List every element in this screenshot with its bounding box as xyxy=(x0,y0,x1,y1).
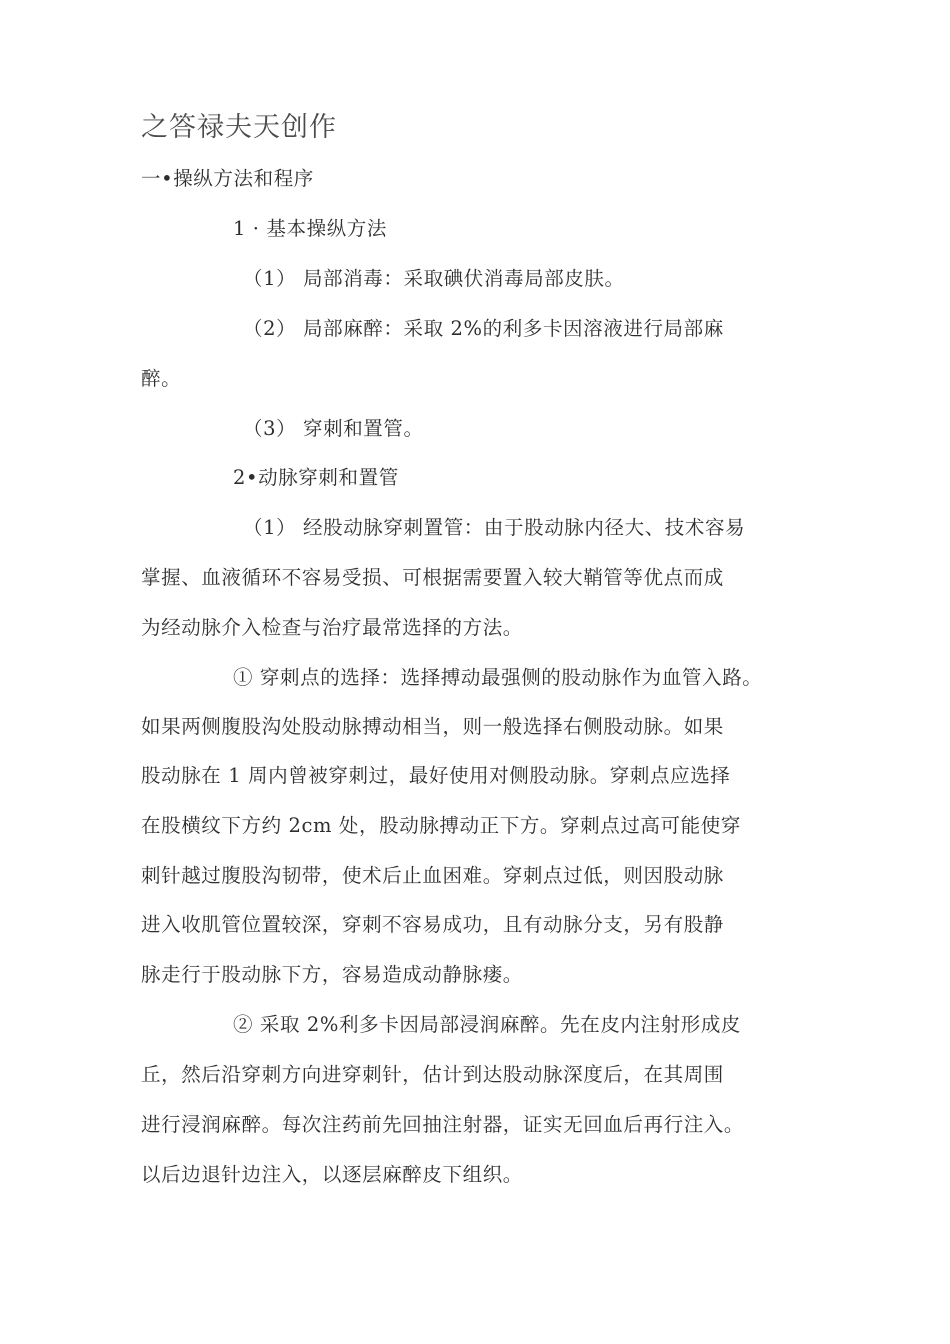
paragraph-line: 刺针越过腹股沟韧带，使术后止血困难。穿刺点过低，则因股动脉 xyxy=(141,864,724,887)
paragraph-line: （3） 穿刺和置管。 xyxy=(243,417,424,440)
paragraph-line: 如果两侧腹股沟处股动脉搏动相当，则一般选择右侧股动脉。如果 xyxy=(141,715,724,738)
paragraph-line: 股动脉在 1 周内曾被穿刺过，最好使用对侧股动脉。穿刺点应选择 xyxy=(141,764,731,787)
paragraph-line: 以后边退针边注入，以逐层麻醉皮下组织。 xyxy=(141,1163,523,1186)
paragraph-line: ① 穿刺点的选择：选择搏动最强侧的股动脉作为血管入路。 xyxy=(233,666,763,689)
paragraph-line: ② 采取 2%利多卡因局部浸润麻醉。先在皮内注射形成皮 xyxy=(233,1013,742,1036)
paragraph-line: 在股横纹下方约 2cm 处，股动脉搏动正下方。穿刺点过高可能使穿 xyxy=(141,814,741,837)
paragraph-line: 醉。 xyxy=(141,367,182,390)
paragraph-line: 进行浸润麻醉。每次注药前先回抽注射器，证实无回血后再行注入。 xyxy=(141,1113,745,1136)
paragraph-line: （1） 经股动脉穿刺置管：由于股动脉内径大、技术容易 xyxy=(243,516,746,539)
paragraph-line: （2） 局部麻醉：采取 2%的利多卡因溶液进行局部麻 xyxy=(243,317,724,340)
page-title: 之答禄夫天创作 xyxy=(141,112,337,143)
paragraph-line: 为经动脉介入检查与治疗最常选择的方法。 xyxy=(141,616,523,639)
paragraph-line: 丘，然后沿穿刺方向进穿刺针，估计到达股动脉深度后，在其周围 xyxy=(141,1063,724,1086)
subsection-heading: 2•动脉穿刺和置管 xyxy=(233,466,399,489)
paragraph-line: 脉走行于股动脉下方，容易造成动静脉瘘。 xyxy=(141,963,523,986)
paragraph-line: （1） 局部消毒：采取碘伏消毒局部皮肤。 xyxy=(243,267,625,290)
section-heading: 一•操纵方法和程序 xyxy=(141,167,314,190)
paragraph-line: 掌握、血液循环不容易受损、可根据需要置入较大鞘管等优点而成 xyxy=(141,566,724,589)
paragraph-line: 进入收肌管位置较深，穿刺不容易成功，且有动脉分支，另有股静 xyxy=(141,913,724,936)
subsection-heading: 1 · 基本操纵方法 xyxy=(233,217,388,240)
